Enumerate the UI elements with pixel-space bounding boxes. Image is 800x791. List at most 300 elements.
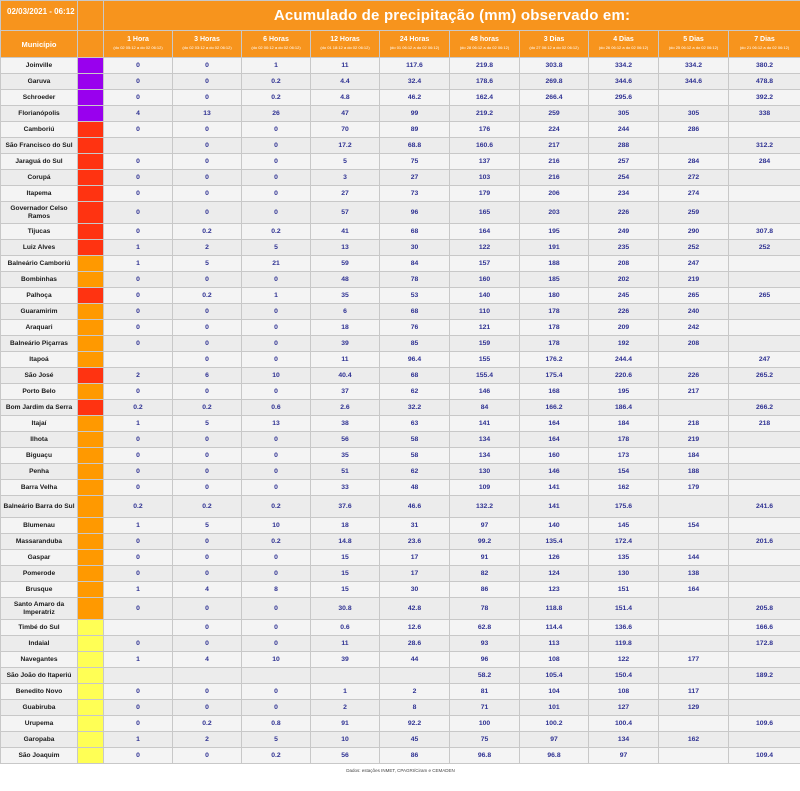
municipio-name: Guaramirim: [1, 304, 78, 320]
municipio-name: Governador Celso Ramos: [1, 202, 78, 224]
municipio-name: São Francisco do Sul: [1, 138, 78, 154]
precipitation-value: 303.8: [520, 58, 589, 74]
precipitation-value: 78: [380, 272, 450, 288]
precipitation-value: 0: [242, 550, 311, 566]
precipitation-value: 11: [311, 58, 380, 74]
precipitation-value: 0.6: [242, 400, 311, 416]
precipitation-value: 63: [380, 416, 450, 432]
precipitation-value: 0: [173, 58, 242, 74]
precipitation-value: 130: [589, 566, 659, 582]
precipitation-value: 140: [450, 288, 520, 304]
precipitation-value: [659, 668, 729, 684]
precipitation-value: [659, 534, 729, 550]
municipio-name: Barra Velha: [1, 480, 78, 496]
precipitation-value: 155.4: [450, 368, 520, 384]
precipitation-value: 8: [242, 582, 311, 598]
precipitation-value: 108: [589, 684, 659, 700]
precipitation-value: 164: [450, 224, 520, 240]
precipitation-value: 160: [450, 272, 520, 288]
precipitation-value: 0: [242, 154, 311, 170]
precipitation-value: 254: [589, 170, 659, 186]
precipitation-value: 288: [589, 138, 659, 154]
column-header-period: (do 25 06:12 a do 02 06:12): [668, 45, 719, 50]
precipitation-value: 58: [380, 448, 450, 464]
precipitation-value: 0: [173, 138, 242, 154]
precipitation-value: 145: [589, 518, 659, 534]
precipitation-value: 178: [520, 336, 589, 352]
precipitation-value: 17: [380, 566, 450, 582]
alert-level-indicator: [78, 352, 104, 368]
precipitation-value: 0.2: [104, 496, 173, 518]
municipio-name: Blumenau: [1, 518, 78, 534]
precipitation-value: 344.6: [589, 74, 659, 90]
precipitation-value: 188: [659, 464, 729, 480]
precipitation-value: 184: [589, 416, 659, 432]
precipitation-value: 46.6: [380, 496, 450, 518]
precipitation-value: 0: [173, 170, 242, 186]
precipitation-value: [659, 352, 729, 368]
precipitation-value: 0: [104, 448, 173, 464]
municipio-name: Palhoça: [1, 288, 78, 304]
precipitation-value: 0: [104, 480, 173, 496]
precipitation-value: 189.2: [729, 668, 800, 684]
precipitation-value: 104: [520, 684, 589, 700]
precipitation-value: 247: [659, 256, 729, 272]
precipitation-value: 62.8: [450, 620, 520, 636]
precipitation-value: 96: [380, 202, 450, 224]
precipitation-value: [104, 668, 173, 684]
precipitation-value: 108: [520, 652, 589, 668]
municipio-name: Itapema: [1, 186, 78, 202]
precipitation-value: [104, 352, 173, 368]
precipitation-value: 18: [311, 320, 380, 336]
precipitation-value: 0: [104, 748, 173, 764]
alert-level-indicator: [78, 684, 104, 700]
table-row: [1, 400, 800, 416]
precipitation-value: 91: [450, 550, 520, 566]
precipitation-value: 208: [659, 336, 729, 352]
precipitation-value: 70: [311, 122, 380, 138]
precipitation-value: [729, 202, 800, 224]
precipitation-value: 141: [450, 416, 520, 432]
precipitation-value: 244: [589, 122, 659, 138]
precipitation-value: 73: [380, 186, 450, 202]
precipitation-value: [729, 384, 800, 400]
precipitation-value: 35: [311, 448, 380, 464]
table-row: [1, 138, 800, 154]
municipio-name: Timbé do Sul: [1, 620, 78, 636]
precipitation-value: [729, 480, 800, 496]
precipitation-value: 0: [104, 202, 173, 224]
precipitation-value: 56: [311, 748, 380, 764]
precipitation-value: 68: [380, 368, 450, 384]
table-row: [1, 368, 800, 384]
precipitation-value: 269.8: [520, 74, 589, 90]
precipitation-value: 162.4: [450, 90, 520, 106]
precipitation-value: 5: [242, 240, 311, 256]
precipitation-value: 172.4: [589, 534, 659, 550]
precipitation-value: 0: [242, 620, 311, 636]
precipitation-value: [659, 138, 729, 154]
precipitation-value: 47: [311, 106, 380, 122]
column-header-label: 6 Horas: [263, 36, 289, 43]
precipitation-value: 5: [173, 256, 242, 272]
precipitation-value: 82: [450, 566, 520, 582]
table-row: [1, 582, 800, 598]
municipio-name: Joinville: [1, 58, 78, 74]
alert-level-indicator: [78, 416, 104, 432]
alert-level-indicator: [78, 518, 104, 534]
precipitation-value: 0: [242, 202, 311, 224]
precipitation-value: 0: [173, 636, 242, 652]
precipitation-value: 259: [520, 106, 589, 122]
precipitation-value: 334.2: [659, 58, 729, 74]
precipitation-value: 134: [450, 432, 520, 448]
precipitation-value: 109: [450, 480, 520, 496]
precipitation-value: 0: [173, 336, 242, 352]
alert-level-indicator: [78, 58, 104, 74]
precipitation-value: 84: [450, 400, 520, 416]
alert-level-indicator: [78, 304, 104, 320]
precipitation-value: [729, 566, 800, 582]
precipitation-value: 119.8: [589, 636, 659, 652]
precipitation-value: 46.2: [380, 90, 450, 106]
precipitation-value: [104, 620, 173, 636]
precipitation-value: 226: [659, 368, 729, 384]
precipitation-value: 265: [729, 288, 800, 304]
alert-level-indicator: [78, 74, 104, 90]
precipitation-value: 146: [520, 464, 589, 480]
precipitation-value: 0: [242, 448, 311, 464]
column-header-period: (do 02 05:12 a do 02 06:12): [113, 45, 163, 50]
precipitation-value: 45: [380, 732, 450, 748]
precipitation-value: 226: [589, 304, 659, 320]
precipitation-value: [729, 304, 800, 320]
precipitation-value: 209: [589, 320, 659, 336]
precipitation-value: 144: [659, 550, 729, 566]
column-header-row: [1, 31, 800, 58]
precipitation-value: 166.2: [520, 400, 589, 416]
municipio-name: Biguaçu: [1, 448, 78, 464]
precipitation-value: 0.6: [311, 620, 380, 636]
precipitation-value: 0: [104, 716, 173, 732]
precipitation-value: 15: [311, 582, 380, 598]
precipitation-value: 235: [589, 240, 659, 256]
alert-level-indicator: [78, 668, 104, 684]
precipitation-value: 1: [242, 58, 311, 74]
table-row: [1, 170, 800, 186]
precipitation-value: [659, 598, 729, 620]
precipitation-value: 51: [311, 464, 380, 480]
precipitation-value: 165: [450, 202, 520, 224]
precipitation-value: 2.6: [311, 400, 380, 416]
precipitation-value: 127: [589, 700, 659, 716]
precipitation-value: 62: [380, 464, 450, 480]
precipitation-value: [659, 716, 729, 732]
precipitation-value: 0: [104, 154, 173, 170]
precipitation-value: 201.6: [729, 534, 800, 550]
precipitation-value: 0.2: [173, 288, 242, 304]
precipitation-value: 219.2: [450, 106, 520, 122]
precipitation-value: 0: [104, 566, 173, 582]
precipitation-value: 4.8: [311, 90, 380, 106]
precipitation-value: 0: [173, 620, 242, 636]
table-row: [1, 320, 800, 336]
table-row: [1, 352, 800, 368]
precipitation-value: 18: [311, 518, 380, 534]
precipitation-value: 0.2: [242, 496, 311, 518]
precipitation-value: 178: [589, 432, 659, 448]
precipitation-value: 1: [311, 684, 380, 700]
alert-level-indicator: [78, 582, 104, 598]
municipio-name: Tijucas: [1, 224, 78, 240]
table-row: [1, 716, 800, 732]
alert-level-indicator: [78, 748, 104, 764]
precipitation-value: [311, 668, 380, 684]
municipio-name: Garopaba: [1, 732, 78, 748]
table-row: [1, 58, 800, 74]
precipitation-value: 178: [520, 304, 589, 320]
municipio-name: Brusque: [1, 582, 78, 598]
precipitation-value: 284: [659, 154, 729, 170]
municipio-name: Benedito Novo: [1, 684, 78, 700]
precipitation-value: 0: [242, 170, 311, 186]
data-source-footer: Dados: estações INMET, CPAGRI/Ciram e CEMADEN: [1, 764, 800, 777]
precipitation-value: 157: [450, 256, 520, 272]
report-title: Acumulado de precipitação (mm) observado em:: [104, 1, 800, 31]
column-header: [104, 31, 173, 58]
precipitation-value: 1: [104, 582, 173, 598]
precipitation-value: 96.8: [450, 748, 520, 764]
table-row: [1, 668, 800, 684]
precipitation-value: 0: [173, 480, 242, 496]
precipitation-value: 0: [242, 384, 311, 400]
precipitation-value: 27: [311, 186, 380, 202]
precipitation-value: 0: [104, 288, 173, 304]
precipitation-value: 192: [589, 336, 659, 352]
precipitation-value: 162: [589, 480, 659, 496]
alert-level-indicator: [78, 154, 104, 170]
precipitation-value: 5: [242, 732, 311, 748]
precipitation-value: 75: [380, 154, 450, 170]
precipitation-value: 0: [173, 598, 242, 620]
precipitation-value: 62: [380, 384, 450, 400]
precipitation-value: 97: [520, 732, 589, 748]
column-header-period: (do 02 00:12 a do 02 06:12): [251, 45, 301, 50]
column-header-period: (do 02 03:12 a do 02 06:12): [182, 45, 232, 50]
column-header-period: (do 21 06:12 a do 02 06:12): [739, 45, 790, 50]
alert-level-indicator: [78, 496, 104, 518]
precipitation-value: 380.2: [729, 58, 800, 74]
precipitation-value: 0: [242, 272, 311, 288]
precipitation-value: 0: [242, 186, 311, 202]
precipitation-value: 160: [520, 448, 589, 464]
precipitation-value: 0: [104, 170, 173, 186]
precipitation-value: 176: [450, 122, 520, 138]
precipitation-value: 97: [589, 748, 659, 764]
precipitation-value: 42.8: [380, 598, 450, 620]
precipitation-value: [729, 186, 800, 202]
precipitation-value: 220.6: [589, 368, 659, 384]
table-row: [1, 186, 800, 202]
precipitation-value: 272: [659, 170, 729, 186]
precipitation-value: 15: [311, 566, 380, 582]
precipitation-value: 179: [659, 480, 729, 496]
precipitation-value: 252: [659, 240, 729, 256]
precipitation-value: 4: [104, 106, 173, 122]
precipitation-value: 138: [659, 566, 729, 582]
precipitation-value: 0: [242, 352, 311, 368]
precipitation-value: 0.2: [173, 496, 242, 518]
column-header: [520, 31, 589, 58]
municipio-name: São Joaquim: [1, 748, 78, 764]
table-row: [1, 202, 800, 224]
precipitation-value: 0: [173, 534, 242, 550]
precipitation-value: 26: [242, 106, 311, 122]
table-row: [1, 122, 800, 138]
precipitation-value: 290: [659, 224, 729, 240]
precipitation-value: 4: [173, 652, 242, 668]
precipitation-value: 0.2: [173, 716, 242, 732]
precipitation-value: 31: [380, 518, 450, 534]
precipitation-value: 118.8: [520, 598, 589, 620]
precipitation-value: 0: [104, 58, 173, 74]
table-row: [1, 636, 800, 652]
precipitation-value: 136.6: [589, 620, 659, 636]
precipitation-value: 216: [520, 154, 589, 170]
precipitation-value: 154: [589, 464, 659, 480]
precipitation-value: 265.2: [729, 368, 800, 384]
alert-level-indicator: [78, 700, 104, 716]
precipitation-value: [729, 464, 800, 480]
alert-level-indicator: [78, 224, 104, 240]
precipitation-value: [659, 620, 729, 636]
precipitation-value: 75: [450, 732, 520, 748]
precipitation-value: 8: [380, 700, 450, 716]
municipio-name: Camboriú: [1, 122, 78, 138]
table-row: [1, 448, 800, 464]
table-row: [1, 224, 800, 240]
precipitation-value: 244.4: [589, 352, 659, 368]
alert-level-indicator: [78, 598, 104, 620]
precipitation-value: [729, 336, 800, 352]
precipitation-value: 27: [380, 170, 450, 186]
precipitation-value: 151: [589, 582, 659, 598]
precipitation-value: 17: [380, 550, 450, 566]
table-row: [1, 288, 800, 304]
table-row: [1, 154, 800, 170]
municipio-name: Balneário Barra do Sul: [1, 496, 78, 518]
precipitation-value: 30: [380, 240, 450, 256]
precipitation-value: [729, 700, 800, 716]
precipitation-value: 39: [311, 336, 380, 352]
municipio-name: Garuva: [1, 74, 78, 90]
precipitation-value: 114.4: [520, 620, 589, 636]
precipitation-value: 164: [520, 432, 589, 448]
precipitation-value: 135: [589, 550, 659, 566]
precipitation-value: 85: [380, 336, 450, 352]
precipitation-value: 11: [311, 352, 380, 368]
municipio-name: Indaial: [1, 636, 78, 652]
column-header: [311, 31, 380, 58]
alert-level-indicator: [78, 288, 104, 304]
precipitation-value: 78: [450, 598, 520, 620]
precipitation-value: 92.2: [380, 716, 450, 732]
precipitation-value: 6: [311, 304, 380, 320]
precipitation-value: 334.2: [589, 58, 659, 74]
precipitation-value: 0: [173, 684, 242, 700]
precipitation-value: 100: [450, 716, 520, 732]
precipitation-value: 140: [520, 518, 589, 534]
precipitation-value: 0: [104, 122, 173, 138]
precipitation-value: 110: [450, 304, 520, 320]
precipitation-value: 208: [589, 256, 659, 272]
alert-level-indicator: [78, 90, 104, 106]
column-header-label: 3 Horas: [194, 36, 220, 43]
table-row: [1, 416, 800, 432]
precipitation-value: 0: [242, 122, 311, 138]
precipitation-value: 105.4: [520, 668, 589, 684]
precipitation-value: 155: [450, 352, 520, 368]
precipitation-value: 39: [311, 652, 380, 668]
alert-level-indicator: [78, 106, 104, 122]
municipio-name: Schroeder: [1, 90, 78, 106]
table-row: [1, 480, 800, 496]
precipitation-value: 0: [242, 138, 311, 154]
precipitation-value: 38: [311, 416, 380, 432]
precipitation-value: [729, 550, 800, 566]
table-row: [1, 336, 800, 352]
municipio-name: Balneário Piçarras: [1, 336, 78, 352]
precipitation-value: 100.4: [589, 716, 659, 732]
column-header-period: (do 28 06:12 a do 02 06:12): [459, 45, 510, 50]
alert-level-indicator: [78, 122, 104, 138]
alert-level-indicator: [78, 566, 104, 582]
precipitation-value: 28.6: [380, 636, 450, 652]
precipitation-value: 312.2: [729, 138, 800, 154]
table-row: [1, 432, 800, 448]
alert-level-indicator: [78, 550, 104, 566]
column-header-label: 4 Dias: [613, 36, 634, 43]
precipitation-value: 0: [173, 154, 242, 170]
municipio-name: Itapoá: [1, 352, 78, 368]
table-row: [1, 566, 800, 582]
precipitation-value: 0: [104, 598, 173, 620]
table-row: [1, 700, 800, 716]
precipitation-value: 3: [311, 170, 380, 186]
precipitation-value: 10: [242, 518, 311, 534]
alert-level-indicator: [78, 400, 104, 416]
precipitation-value: 30: [380, 582, 450, 598]
precipitation-value: 0.2: [242, 224, 311, 240]
alert-level-indicator: [78, 336, 104, 352]
alert-level-indicator: [78, 272, 104, 288]
table-row: [1, 384, 800, 400]
precipitation-value: 68: [380, 304, 450, 320]
precipitation-value: 23.6: [380, 534, 450, 550]
precipitation-value: 21: [242, 256, 311, 272]
precipitation-value: 0: [104, 432, 173, 448]
precipitation-value: 96: [450, 652, 520, 668]
precipitation-value: 0: [173, 320, 242, 336]
municipio-name: São João do Itaperiú: [1, 668, 78, 684]
precipitation-value: 99.2: [450, 534, 520, 550]
column-header: [173, 31, 242, 58]
precipitation-value: 0: [104, 384, 173, 400]
precipitation-value: 17.2: [311, 138, 380, 154]
precipitation-value: 137: [450, 154, 520, 170]
precipitation-value: 141: [520, 480, 589, 496]
